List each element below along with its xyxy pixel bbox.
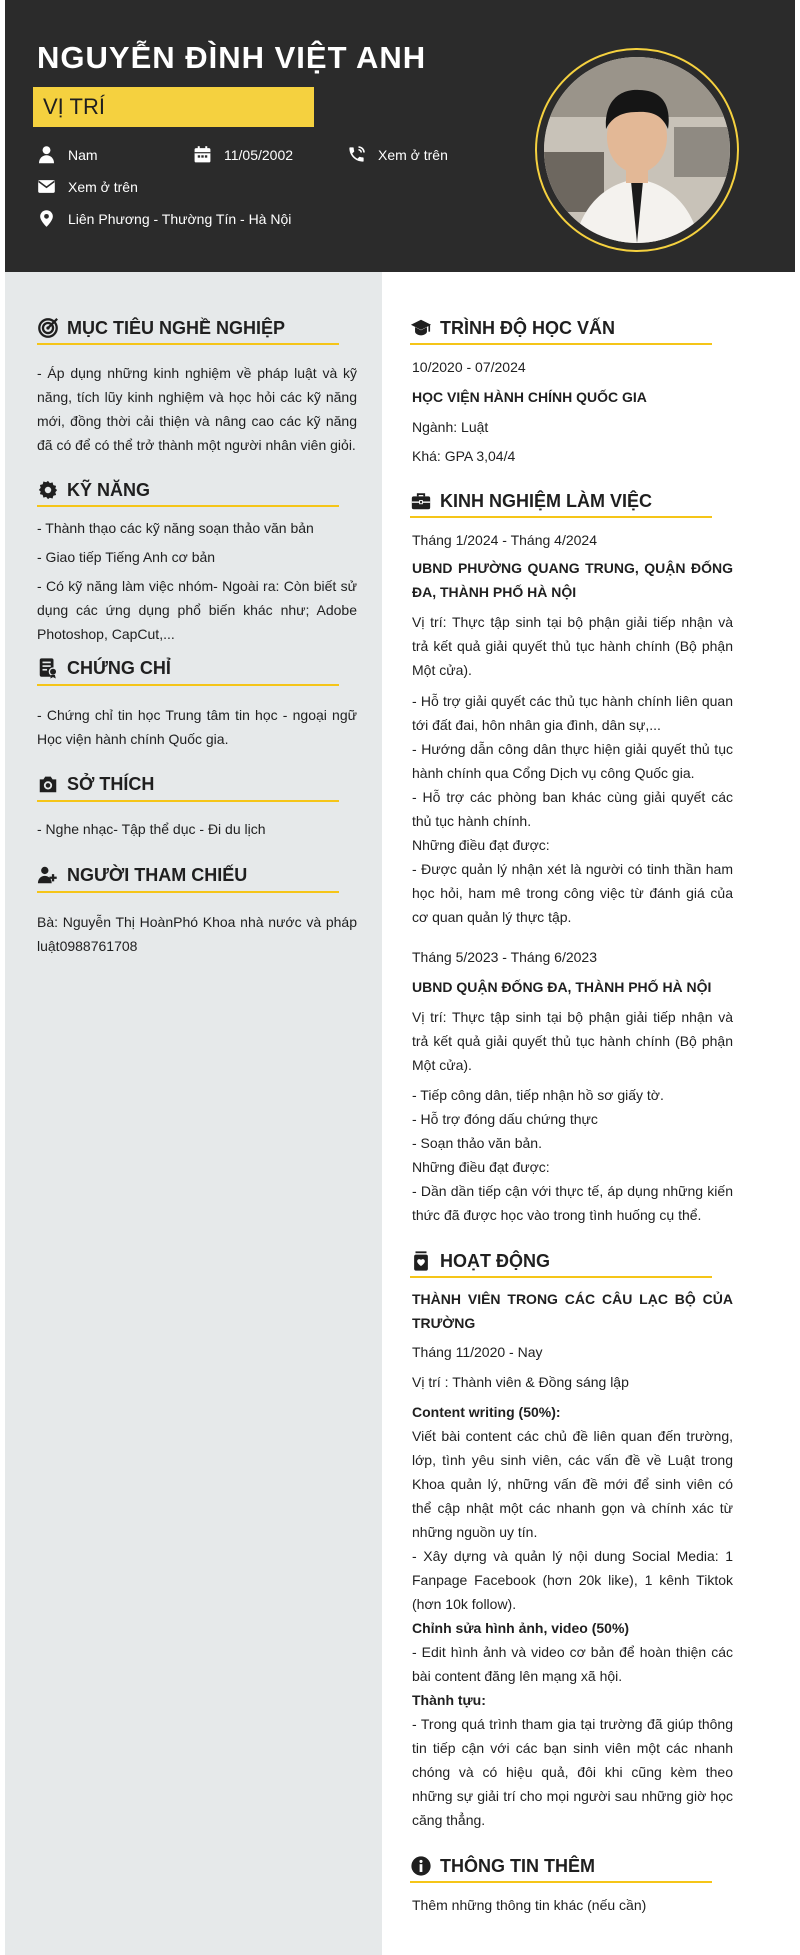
activity-text: - Edit hình ảnh và video cơ bản để hoàn thiện các bài content đăng lên mạng xã hội.: [412, 1644, 733, 1684]
info-icon: [410, 1855, 432, 1877]
job-achieved: - Được quản lý nhận xét là người có tinh thần ham học hỏi, ham mê trong công việc từ đánh giá của cơ quan quản lý thực tập.: [412, 861, 733, 925]
phone-icon: [347, 145, 366, 164]
activity-period: Tháng 11/2020 - Nay: [412, 1344, 543, 1360]
career-goal-heading: [37, 317, 285, 339]
briefcase-icon: [410, 490, 432, 512]
phone-row: [347, 145, 448, 164]
skill-item: - Có kỹ năng làm việc nhóm- Ngoài ra: Còn biết sử dụng các ứng dụng phổ biến khác như; Adobe Photoshop, CapCut,...: [37, 578, 357, 642]
job-company: UBND PHƯỜNG QUANG TRUNG, QUẬN ĐỐNG ĐA, THÀNH PHỐ HÀ NỘI: [412, 560, 733, 600]
dob-row: [193, 145, 293, 164]
dob-value: 11/05/2002: [224, 146, 294, 163]
cv-page: [5, 0, 795, 1955]
references-heading: [37, 864, 247, 886]
job-description: - Hướng dẫn công dân thực hiện giải quyết thủ tục hành chính qua Cổng Dịch vụ công Quốc gia.: [412, 741, 733, 781]
career-goal-underline: [37, 343, 339, 345]
hobbies-text: - Nghe nhạc- Tập thể dục - Đi du lịch: [37, 821, 266, 837]
email-value: Xem ở trên: [68, 178, 138, 195]
references-text: Bà: Nguyễn Thị HoànPhó Khoa nhà nước và pháp luật0988761708: [37, 914, 357, 954]
hobbies-title: SỞ THÍCH: [67, 773, 155, 794]
job-role: Vị trí: Thực tập sinh tại bộ phận giải tiếp nhận và trả kết quả giải quyết thủ tục hành chính (Bộ phận Một cửa).: [412, 614, 733, 678]
certificates-title: CHỨNG CHỈ: [67, 657, 171, 678]
address-value: Liên Phương - Thường Tín - Hà Nội: [68, 210, 292, 227]
skill-item: - Giao tiếp Tiếng Anh cơ bản: [37, 549, 216, 565]
job-description: - Tiếp công dân, tiếp nhận hồ sơ giấy tờ.: [412, 1087, 664, 1103]
activity-subheading: Content writing (50%):: [412, 1404, 561, 1420]
references-underline: [37, 891, 339, 893]
job-achieved-label: Những điều đạt được:: [412, 1159, 550, 1175]
avatar: [544, 57, 730, 243]
skills-title: KỸ NĂNG: [67, 479, 151, 500]
education-gpa: Khá: GPA 3,04/4: [412, 448, 516, 464]
activities-underline: [410, 1276, 712, 1278]
heart-jar-icon: [410, 1250, 432, 1272]
job-period: Tháng 5/2023 - Tháng 6/2023: [412, 949, 598, 965]
activity-text: - Xây dựng và quản lý nội dung Social Media: 1 Fanpage Facebook (hơn 20k like), 1 kênh Tiktok (hơn 10k follow).: [412, 1548, 733, 1612]
certificates-heading: [37, 657, 171, 679]
certificates-text: - Chứng chỉ tin học Trung tâm tin học - ngoại ngữ Học viện hành chính Quốc gia.: [37, 707, 357, 747]
certificate-icon: [37, 657, 59, 679]
users-icon: [37, 864, 59, 886]
activities-title: HOẠT ĐỘNG: [440, 1250, 550, 1271]
candidate-name: NGUYỄN ĐÌNH VIỆT ANH: [37, 40, 427, 75]
envelope-icon: [37, 177, 56, 196]
location-pin-icon: [37, 209, 56, 228]
job-description: - Soạn thảo văn bản.: [412, 1135, 542, 1151]
activity-subheading: Chỉnh sửa hình ảnh, video (50%): [412, 1620, 630, 1636]
activities-heading: [410, 1250, 550, 1272]
activity-text: - Trong quá trình tham gia tại trường đã giúp thông tin tiếp cận với các bạn sinh viên một các nhanh chóng và có hiệu quả, đôi khi cũng kèm theo những sự giải trí cho mọi người sau những giờ học căng thẳng.: [412, 1716, 733, 1828]
education-underline: [410, 343, 712, 345]
job-achieved: - Dần dần tiếp cận với thực tế, áp dụng những kiến thức đã được học vào trong tình huống cụ thể.: [412, 1183, 733, 1223]
email-row: [37, 177, 138, 196]
additional-info-text: Thêm những thông tin khác (nếu cần): [412, 1897, 647, 1913]
activity-role: Vị trí : Thành viên & Đồng sáng lập: [412, 1374, 629, 1390]
activity-subheading: Thành tựu:: [412, 1692, 486, 1708]
job-role: Vị trí: Thực tập sinh tại bộ phận giải tiếp nhận và trả kết quả giải quyết thủ tục hành chính (Bộ phận Một cửa).: [412, 1009, 733, 1073]
job-description: - Hỗ trợ đóng dấu chứng thực: [412, 1111, 598, 1127]
job-achieved-label: Những điều đạt được:: [412, 837, 550, 853]
profile-photo: [544, 57, 730, 243]
hobbies-heading: [37, 773, 154, 795]
camera-icon: [37, 773, 59, 795]
activity-organization: THÀNH VIÊN TRONG CÁC CÂU LẠC BỘ CỦA TRƯỜNG: [412, 1291, 733, 1331]
header: [5, 0, 795, 272]
job-description: - Hỗ trợ các phòng ban khác cùng giải quyết các thủ tục hành chính.: [412, 789, 733, 829]
education-period: 10/2020 - 07/2024: [412, 359, 526, 375]
hobbies-underline: [37, 800, 339, 802]
skill-item: - Thành thạo các kỹ năng soạn thảo văn bản: [37, 520, 314, 536]
career-goal-title: MỤC TIÊU NGHỀ NGHIỆP: [67, 317, 286, 338]
additional-info-heading: [410, 1855, 595, 1877]
career-goal-text: - Áp dụng những kinh nghiệm về pháp luật và kỹ năng, tích lũy kinh nghiệm và học hỏi các kỹ năng mới, đồng thời cải thiện và nâng cao các kỹ năng đã có để có thể trở thành một người nhân viên giỏi.: [37, 365, 357, 453]
education-major: Ngành: Luật: [412, 419, 489, 435]
activity-text: Viết bài content các chủ đề liên quan đến trường, lớp, tình yêu sinh viên, các vấn đề về Luật trong Khoa quản lý, những vấn đề mới để sinh viên có thể cập nhật một các nhanh gọn và chính xác từ những nguồn uy tín.: [412, 1428, 733, 1540]
references-title: NGƯỜI THAM CHIẾU: [67, 864, 248, 885]
job-company: UBND QUẬN ĐỐNG ĐA, THÀNH PHỐ HÀ NỘI: [412, 979, 712, 995]
person-icon: [37, 145, 56, 164]
skills-underline: [37, 505, 339, 507]
additional-info-underline: [410, 1881, 712, 1883]
experience-underline: [410, 516, 712, 518]
calendar-icon: [193, 145, 212, 164]
gender-row: [37, 145, 98, 164]
position-banner: VỊ TRÍ: [33, 87, 314, 127]
gear-icon: [37, 479, 59, 501]
certificates-underline: [37, 684, 339, 686]
education-title: TRÌNH ĐỘ HỌC VẤN: [440, 317, 615, 338]
education-school: HỌC VIỆN HÀNH CHÍNH QUỐC GIA: [412, 389, 647, 405]
experience-title: KINH NGHIỆM LÀM VIỆC: [440, 490, 653, 511]
job-description: - Hỗ trợ giải quyết các thủ tục hành chính liên quan tới đất đai, hôn nhân gia đình, dân sự,...: [412, 693, 733, 733]
education-heading: [410, 317, 615, 339]
additional-info-title: THÔNG TIN THÊM: [440, 1855, 595, 1876]
target-icon: [37, 317, 59, 339]
gender-value: Nam: [68, 146, 98, 163]
address-row: [37, 209, 291, 228]
graduation-cap-icon: [410, 317, 432, 339]
skills-heading: [37, 479, 150, 501]
experience-heading: [410, 490, 652, 512]
job-period: Tháng 1/2024 - Tháng 4/2024: [412, 532, 598, 548]
phone-value: Xem ở trên: [378, 146, 448, 163]
